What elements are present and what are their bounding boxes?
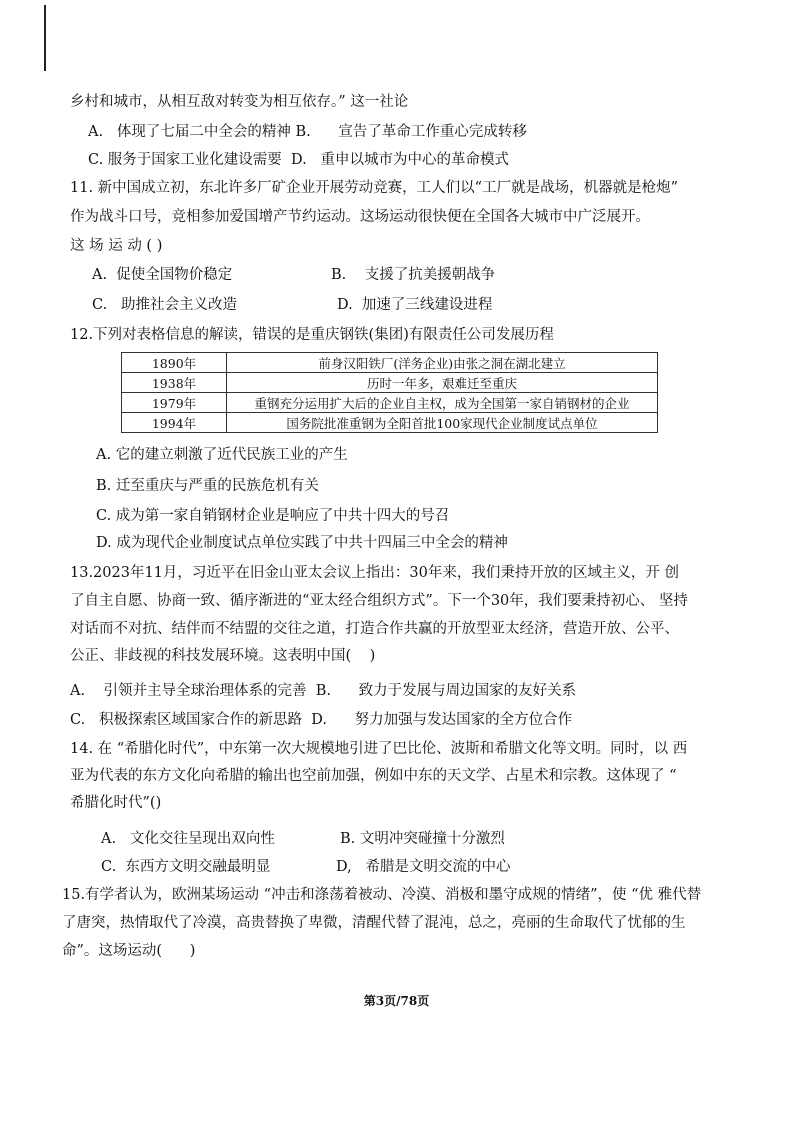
table-cell-event: 国务院批准重钢为全阳首批100家现代企业制度试点单位 [227, 413, 658, 433]
table-row [122, 373, 658, 393]
table-row [122, 413, 658, 433]
q14-option-a: A. 文化交往呈现出双向性 [101, 831, 275, 847]
q14-line2: 亚为代表的东方文化向希腊的输出也空前加强，例如中东的天文学、占星术和宗教。这体现了 “ [70, 768, 677, 784]
q11-line3: 这 场 运 动 ( ) [70, 238, 163, 254]
q14-option-c: C. 东西方文明交融最明显 [101, 859, 271, 875]
q11-option-b: B. 支援了抗美援朝战争 [331, 267, 496, 283]
q13-line1: 13.2023年11月，习近平在旧金山亚太会议上指出：30年来，我们秉持开放的区域主义，开 创 [70, 565, 679, 581]
q13-option-a-b: A. 引领并主导全球治理体系的完善 B. 致力于发展与周边国家的友好关系 [70, 683, 577, 699]
q15-line3: 命”。这场运动( ) [62, 943, 196, 959]
q10-option-a-b: A. 体现了七届二中全会的精神 B. 宣告了革命工作重心完成转移 [88, 124, 527, 140]
q11-option-d: D. 加速了三线建设进程 [337, 297, 493, 313]
q14-option-d: D, 希腊是文明交流的中心 [336, 859, 511, 875]
q12-option-c: C. 成为第一家自销钢材企业是响应了中共十四大的号召 [96, 508, 450, 524]
q11-option-c: C. 助推社会主义改造 [92, 297, 238, 313]
margin-line [44, 5, 46, 71]
page-number: 第3页/78页 [363, 994, 430, 1008]
q11-line2: 作为战斗口号，竞相参加爱国增产节约运动。这场运动很快便在全国各大城市中广泛展开。 [70, 209, 650, 225]
q14-option-b: B. 文明冲突碰撞十分激烈 [340, 831, 505, 847]
q15-line1: 15.有学者认为，欧洲某场运动 “冲击和涤荡着被动、冷漠、消极和墨守成规的情绪”，使 “优 雅代替 [62, 887, 702, 903]
q13-line4: 公正、非歧视的科技发展环境。这表明中国( ) [70, 648, 376, 664]
q11-line1: 11. 新中国成立初，东北许多厂矿企业开展劳动竞赛，工人们以“工厂就是战场，机器就是枪炮” [70, 180, 678, 196]
q10-option-c-d: C. 服务于国家工业化建设需要 D. 重申以城市为中心的革命模式 [88, 152, 510, 168]
table-cell-year: 1938年 [122, 373, 227, 393]
q13-line2: 了自主自愿、协商一致、循序渐进的“亚太经合组织方式”。下一个30年，我们要秉持初心、 坚持 [70, 593, 688, 609]
table-cell-year: 1979年 [122, 393, 227, 413]
table-row [122, 353, 658, 373]
q14-line1: 14. 在 “希腊化时代”，中东第一次大规模地引进了巴比伦、波斯和希腊文化等文明。同时，以 西 [70, 741, 688, 757]
table-cell-event: 重钢充分运用扩大后的企业自主权，成为全国第一家自销钢材的企业 [227, 393, 658, 413]
q12-stem: 12.下列对表格信息的解读，错误的是重庆钢铁(集团)有限责任公司发展历程 [70, 327, 554, 343]
q11-option-a: A. 促使全国物价稳定 [92, 267, 233, 283]
q14-line3: 希腊化时代”() [70, 795, 162, 811]
table-cell-event: 历时一年多，艰难迁至重庆 [227, 373, 658, 393]
q13-option-c-d: C. 积极探索区域国家合作的新思路 D. 努力加强与发达国家的全方位合作 [70, 712, 573, 728]
q12-option-b: B. 迁至重庆与严重的民族危机有关 [96, 478, 319, 494]
q12-option-d: D. 成为现代企业制度试点单位实践了中共十四届三中全会的精神 [96, 535, 508, 551]
table-cell-event: 前身汉阳铁厂(洋务企业)由张之洞在湖北建立 [227, 353, 658, 373]
q10-line1: 乡村和城市，从相互敌对转变为相互依存。” 这一社论 [70, 94, 409, 110]
q12-option-a: A. 它的建立刺激了近代民族工业的产生 [96, 447, 348, 463]
table-row [122, 393, 658, 413]
q13-line3: 对话而不对抗、结伴而不结盟的交往之道，打造合作共赢的开放型亚太经济，营造开放、公平、 [70, 621, 679, 637]
table-cell-year: 1994年 [122, 413, 227, 433]
q15-line2: 了唐突，热情取代了冷漠，高贵替换了卑微，清醒代替了混沌，总之，亮丽的生命取代了忧郁的生 [62, 915, 686, 931]
history-table [121, 352, 658, 433]
table-cell-year: 1890年 [122, 353, 227, 373]
